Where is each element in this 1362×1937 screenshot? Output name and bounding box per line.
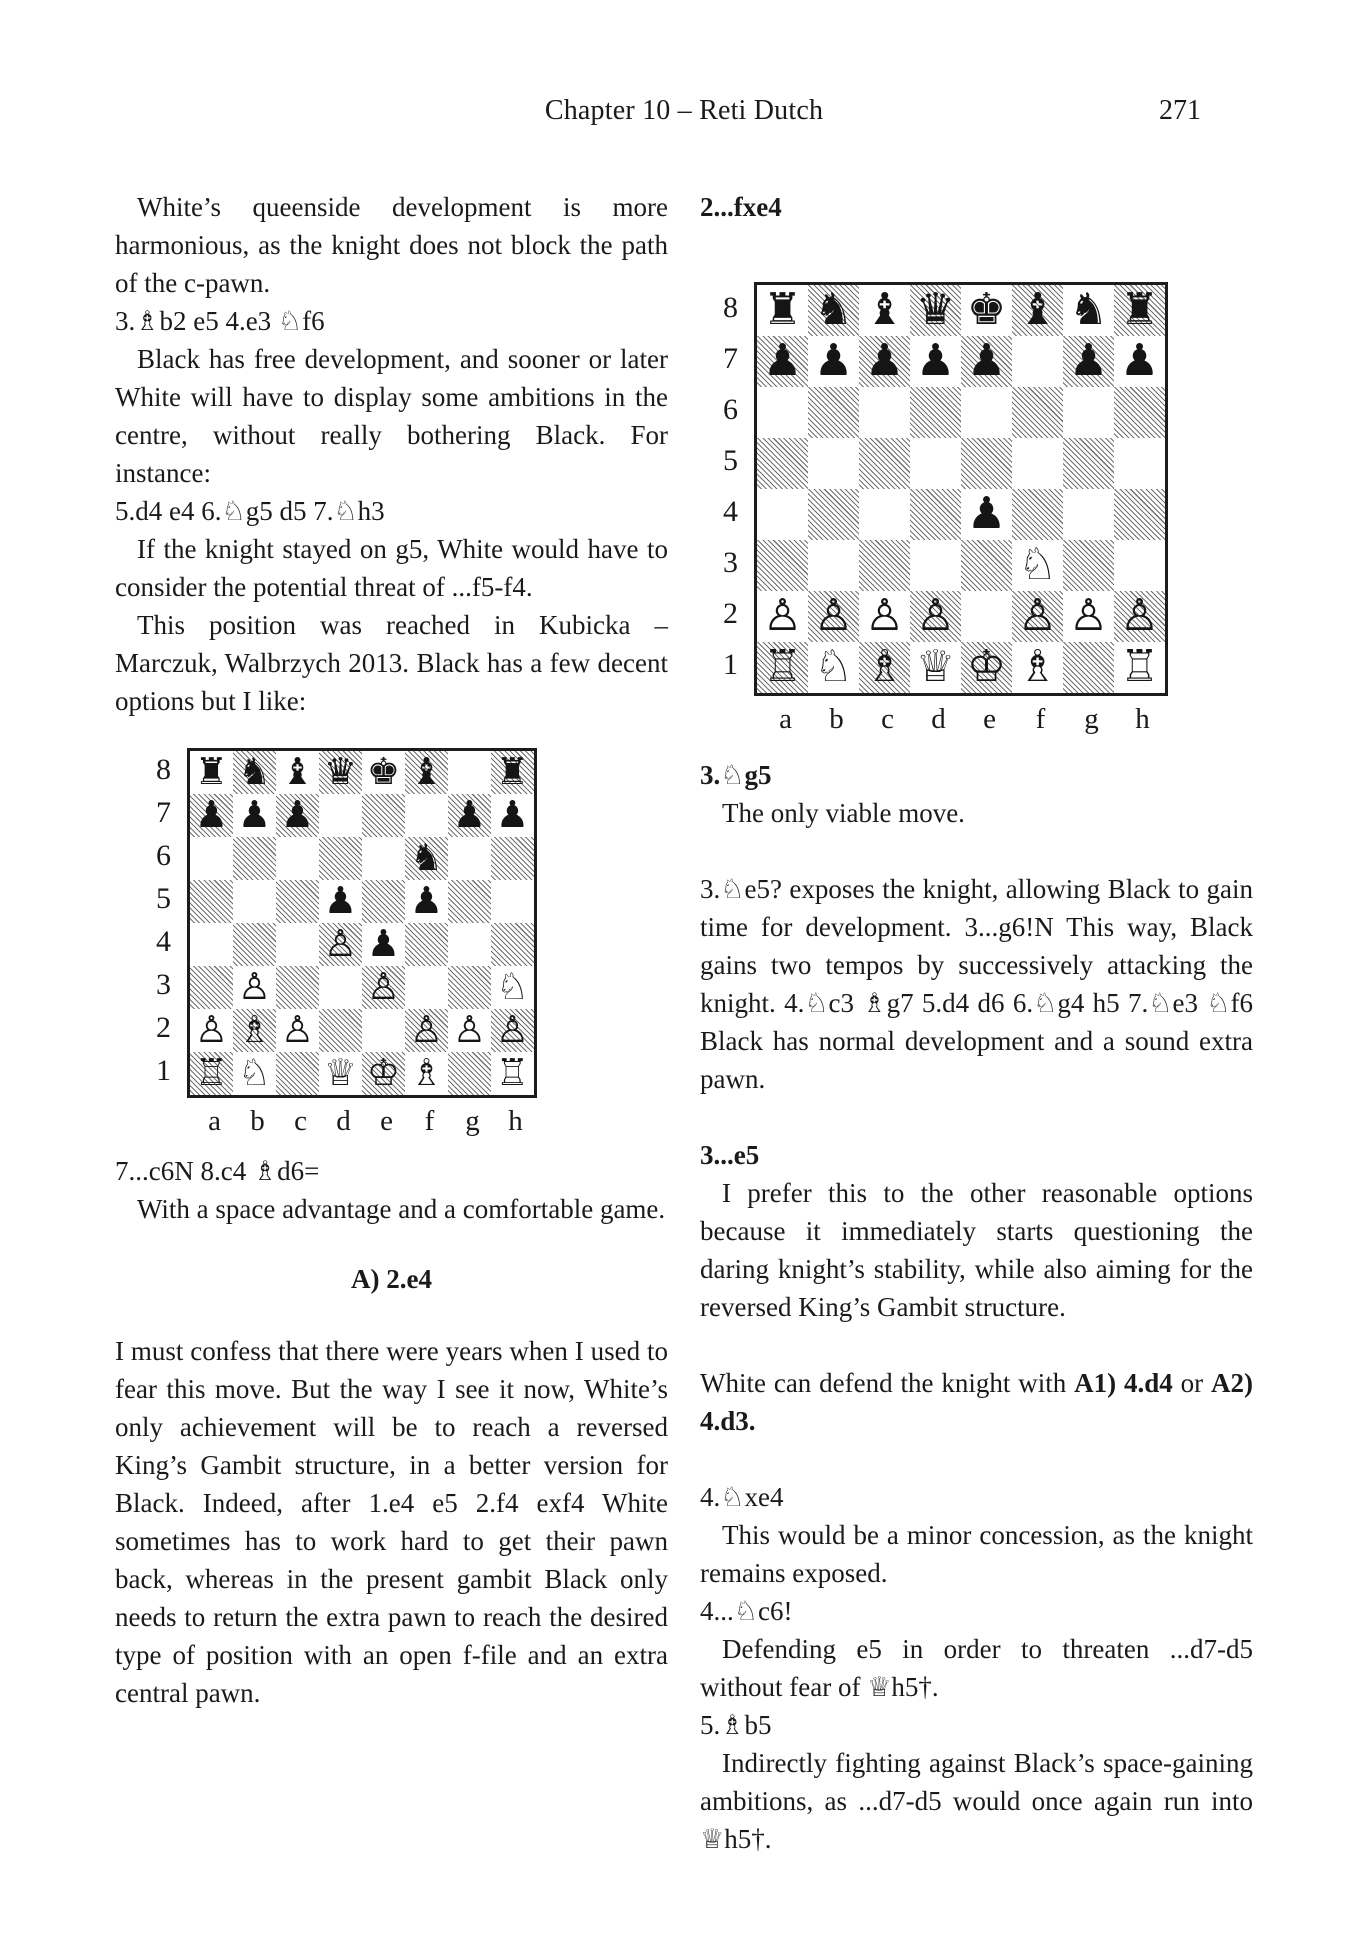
board-square (1063, 336, 1114, 387)
board-square (276, 923, 319, 966)
board-square (276, 1009, 319, 1052)
board-square (859, 285, 910, 336)
chess-piece: ♔ (366, 1051, 401, 1094)
board-and-ranks (710, 282, 1253, 696)
board-square (808, 591, 859, 642)
board-square (808, 336, 859, 387)
chess-piece: ♟ (194, 793, 229, 836)
rank-labels (143, 748, 187, 1092)
board-square (808, 642, 859, 693)
move-heading: 3.♘g5 (700, 760, 772, 790)
file-label: c (881, 703, 894, 735)
board-square (808, 540, 859, 591)
chess-piece: ♛ (323, 750, 358, 793)
board-square (757, 642, 808, 693)
board-square (405, 966, 448, 1009)
paragraph: With a space advantage and a comfortable game. (137, 1194, 666, 1224)
paragraph: 3.♘e5? exposes the knight, allowing Black to gain time for development. 3...g6!N This way, Black gains two tempos by successively attacking the knight. 4.♘c3 ♗g7 5.d4 d6 6.♘g4 h5 7.♘e3 ♘f6 Black has normal development and a sound extra pawn. (700, 874, 1253, 1094)
rank-label: 1 (156, 1054, 171, 1087)
board-square (233, 966, 276, 1009)
board-square (757, 336, 808, 387)
chess-piece: ♖ (762, 640, 803, 692)
chess-piece: ♟ (1068, 334, 1109, 386)
board-square (910, 336, 961, 387)
chess-piece: ♙ (194, 1008, 229, 1051)
board-square (961, 387, 1012, 438)
board-square (190, 1009, 233, 1052)
chess-piece: ♝ (280, 750, 315, 793)
paragraph: Black has free development, and sooner or later White will have to display some ambitions in the centre, without really bothering Black. For instance: (115, 344, 668, 488)
chess-diagram-right (710, 282, 1253, 736)
rank-label: 5 (156, 882, 171, 915)
chess-piece: ♙ (1017, 589, 1058, 641)
chess-piece: ♙ (1068, 589, 1109, 641)
board-square (448, 1052, 491, 1095)
paragraph: This would be a minor concession, as the knight remains exposed. (700, 1520, 1253, 1588)
board-square (276, 751, 319, 794)
file-label: d (336, 1105, 351, 1137)
board-grid (754, 282, 1168, 696)
board-and-ranks (143, 748, 668, 1098)
board-square (910, 642, 961, 693)
board-square (859, 438, 910, 489)
file-label: g (465, 1105, 480, 1137)
file-label: h (508, 1105, 523, 1137)
board-square (910, 438, 961, 489)
board-square (808, 285, 859, 336)
rank-label: 4 (723, 495, 738, 528)
board-square (448, 1009, 491, 1052)
board-square (1114, 489, 1165, 540)
board-square (859, 540, 910, 591)
board-square (859, 336, 910, 387)
chess-piece: ♝ (864, 283, 905, 335)
board-square (319, 794, 362, 837)
rank-label: 7 (723, 342, 738, 375)
board-square (910, 540, 961, 591)
left-column (115, 188, 668, 1712)
paragraph: White’s queenside development is more harmonious, as the knight does not block the path of the c-pawn. (115, 192, 668, 298)
paragraph: Defending e5 in order to threaten ...d7-d5 without fear of ♕h5†. (700, 1634, 1253, 1702)
board-square (1012, 591, 1063, 642)
board-square (405, 1052, 448, 1095)
file-label: b (829, 703, 844, 735)
chess-piece: ♟ (966, 487, 1007, 539)
board-square (1114, 591, 1165, 642)
board-square (757, 489, 808, 540)
board-square (190, 794, 233, 837)
board-square (276, 837, 319, 880)
board-square (233, 794, 276, 837)
chess-piece: ♙ (323, 922, 358, 965)
rank-labels (710, 282, 754, 690)
file-label: c (294, 1105, 307, 1137)
chess-piece: ♗ (237, 1008, 272, 1051)
chess-piece: ♟ (762, 334, 803, 386)
board-square (362, 1052, 405, 1095)
board-square (757, 285, 808, 336)
board-square (362, 923, 405, 966)
chess-piece: ♗ (864, 640, 905, 692)
chess-piece: ♚ (966, 283, 1007, 335)
chess-piece: ♟ (280, 793, 315, 836)
board-square (491, 880, 534, 923)
board-square (362, 880, 405, 923)
board-square (1063, 642, 1114, 693)
files-corner (710, 702, 760, 736)
board-square (910, 591, 961, 642)
board-square (362, 794, 405, 837)
board-square (405, 880, 448, 923)
chess-piece: ♖ (194, 1051, 229, 1094)
board-square (859, 489, 910, 540)
chess-piece: ♝ (409, 750, 444, 793)
chess-piece: ♟ (864, 334, 905, 386)
board-square (448, 794, 491, 837)
board-square (961, 540, 1012, 591)
board-square (491, 837, 534, 880)
files-corner (143, 1104, 193, 1138)
board-square (319, 751, 362, 794)
board-square (319, 923, 362, 966)
board-square (491, 966, 534, 1009)
board-square (190, 966, 233, 1009)
board-square (1012, 540, 1063, 591)
board-square (1114, 387, 1165, 438)
chess-piece: ♜ (194, 750, 229, 793)
rank-label: 4 (156, 925, 171, 958)
chess-piece: ♞ (409, 836, 444, 879)
board-square (491, 794, 534, 837)
chess-piece: ♙ (409, 1008, 444, 1051)
board-square (1063, 489, 1114, 540)
board-square (190, 837, 233, 880)
file-label: f (1035, 703, 1046, 735)
board-square (491, 923, 534, 966)
board-square (1114, 438, 1165, 489)
move-line: 5.♗b5 (700, 1710, 772, 1740)
file-label: f (424, 1105, 435, 1137)
paragraph: Indirectly fighting against Black’s space-gaining ambitions, as ...d7-d5 would once again run into ♕h5†. (700, 1748, 1253, 1854)
board-square (859, 591, 910, 642)
chess-piece: ♟ (366, 922, 401, 965)
chess-piece: ♟ (1119, 334, 1160, 386)
board-square (491, 1009, 534, 1052)
board-square (319, 880, 362, 923)
chess-piece: ♙ (237, 965, 272, 1008)
board-square (1063, 540, 1114, 591)
board-square (961, 336, 1012, 387)
board-square (233, 751, 276, 794)
rank-label: 2 (156, 1011, 171, 1044)
board-square (362, 1009, 405, 1052)
move-line: 7...c6N 8.c4 ♗d6= (115, 1156, 320, 1186)
paragraph: If the knight stayed on g5, White would have to consider the potential threat of ...f5-f4. (115, 534, 668, 602)
page-header (115, 95, 1253, 135)
board-square (808, 387, 859, 438)
file-labels (143, 1104, 668, 1138)
board-square (190, 1052, 233, 1095)
board-square (961, 489, 1012, 540)
board-square (961, 591, 1012, 642)
chess-piece: ♟ (813, 334, 854, 386)
chess-piece: ♙ (280, 1008, 315, 1051)
variation-label-a2: A2) 4.d3 (700, 1368, 1253, 1436)
board-square (491, 1052, 534, 1095)
chess-piece: ♟ (915, 334, 956, 386)
variation-label-a1: A1) 4.d4 (1074, 1368, 1173, 1398)
rank-label: 5 (723, 444, 738, 477)
rank-label: 8 (156, 753, 171, 786)
file-labels (710, 702, 1253, 736)
rank-label: 8 (723, 291, 738, 324)
board-square (757, 540, 808, 591)
board-square (319, 1009, 362, 1052)
board-square (859, 642, 910, 693)
chess-piece: ♗ (1017, 640, 1058, 692)
file-label: d (931, 703, 946, 735)
board-square (233, 837, 276, 880)
board-square (1114, 285, 1165, 336)
move-heading: 2...fxe4 (700, 192, 782, 222)
board-square (910, 489, 961, 540)
board-square (233, 1052, 276, 1095)
chess-piece: ♙ (452, 1008, 487, 1051)
board-square (190, 751, 233, 794)
chess-piece: ♙ (495, 1008, 530, 1051)
board-square (757, 438, 808, 489)
chess-piece: ♘ (813, 640, 854, 692)
board-square (405, 1009, 448, 1052)
board-square (448, 751, 491, 794)
board-square (910, 285, 961, 336)
board-square (1063, 591, 1114, 642)
chess-piece: ♕ (323, 1051, 358, 1094)
board-square (405, 794, 448, 837)
paragraph: The only viable move. (722, 798, 965, 828)
board-square (1012, 336, 1063, 387)
rank-label: 6 (723, 393, 738, 426)
chess-piece: ♜ (1119, 283, 1160, 335)
board-square (405, 837, 448, 880)
move-line: 4...♘c6! (700, 1596, 793, 1626)
file-label: e (380, 1105, 393, 1137)
rank-label: 3 (723, 546, 738, 579)
chess-piece: ♙ (915, 589, 956, 641)
file-label: b (250, 1105, 265, 1137)
rank-label: 2 (723, 597, 738, 630)
chess-piece: ♞ (237, 750, 272, 793)
chess-piece: ♜ (762, 283, 803, 335)
file-label: g (1084, 703, 1099, 735)
board-square (448, 966, 491, 1009)
board-square (190, 880, 233, 923)
chess-piece: ♟ (237, 793, 272, 836)
chess-piece: ♙ (813, 589, 854, 641)
text-run: or (1172, 1368, 1211, 1398)
board-square (319, 837, 362, 880)
section-heading: A) 2.e4 (351, 1264, 432, 1294)
paragraph: I prefer this to the other reasonable options because it immediately starts questioning the daring knight’s stability, while also aiming for the reversed King’s Gambit structure. (700, 1178, 1253, 1322)
chess-piece: ♙ (1119, 589, 1160, 641)
chess-piece: ♔ (966, 640, 1007, 692)
chess-piece: ♖ (495, 1051, 530, 1094)
chess-piece: ♞ (1068, 283, 1109, 335)
chess-piece: ♛ (915, 283, 956, 335)
chess-piece: ♕ (915, 640, 956, 692)
board-square (859, 387, 910, 438)
board-square (362, 966, 405, 1009)
chess-piece: ♟ (323, 879, 358, 922)
board-square (190, 923, 233, 966)
chess-piece: ♟ (966, 334, 1007, 386)
board-square (233, 1009, 276, 1052)
chess-piece: ♙ (366, 965, 401, 1008)
board-square (1012, 642, 1063, 693)
board-square (362, 751, 405, 794)
rank-label: 3 (156, 968, 171, 1001)
board-square (233, 923, 276, 966)
chess-piece: ♟ (452, 793, 487, 836)
board-square (1114, 336, 1165, 387)
rank-label: 1 (723, 648, 738, 681)
chess-piece: ♟ (409, 879, 444, 922)
board-square (405, 751, 448, 794)
board-square (319, 1052, 362, 1095)
chess-diagram-left (143, 748, 668, 1138)
board-square (1012, 285, 1063, 336)
board-square (910, 387, 961, 438)
chess-piece: ♙ (864, 589, 905, 641)
board-square (448, 923, 491, 966)
file-label: e (983, 703, 996, 735)
chess-piece: ♗ (409, 1051, 444, 1094)
chess-piece: ♞ (813, 283, 854, 335)
chess-piece: ♙ (762, 589, 803, 641)
board-square (1063, 387, 1114, 438)
board-square (448, 837, 491, 880)
text-run: White can defend the knight with (700, 1368, 1075, 1398)
chapter-title: Chapter 10 – Reti Dutch (544, 95, 824, 126)
paragraph (700, 1364, 1253, 1440)
chess-piece: ♖ (1119, 640, 1160, 692)
board-square (233, 880, 276, 923)
chess-piece: ♘ (495, 965, 530, 1008)
board-square (961, 285, 1012, 336)
chess-piece: ♟ (495, 793, 530, 836)
board-square (1063, 438, 1114, 489)
rank-label: 7 (156, 796, 171, 829)
board-square (1012, 489, 1063, 540)
chess-piece: ♘ (237, 1051, 272, 1094)
board-square (362, 837, 405, 880)
board-square (1114, 642, 1165, 693)
text-run: . (748, 1406, 756, 1436)
board-square (1012, 438, 1063, 489)
file-label: a (208, 1105, 221, 1137)
paragraph: This position was reached in Kubicka – Marczuk, Walbrzych 2013. Black has a few decent options but I like: (115, 610, 668, 716)
file-label: a (779, 703, 792, 735)
board-square (276, 880, 319, 923)
file-label: h (1135, 703, 1150, 735)
board-square (1063, 285, 1114, 336)
board-square (319, 966, 362, 1009)
board-square (757, 387, 808, 438)
board-grid (187, 748, 537, 1098)
board-square (961, 438, 1012, 489)
board-square (757, 591, 808, 642)
paragraph: I must confess that there were years when I used to fear this move. But the way I see it now, White’s only achievement will be to reach a reversed King’s Gambit structure, in a better version for Black. Indeed, after 1.e4 e5 2.f4 exf4 White sometimes has to work hard to get their pawn back, whereas in the present gambit Black only needs to return the extra pawn to reach the desired type of position with an open f-file and an extra central pawn. (115, 1336, 668, 1708)
chess-piece: ♝ (1017, 283, 1058, 335)
board-square (1114, 540, 1165, 591)
move-heading: 3...e5 (700, 1140, 760, 1170)
board-square (808, 438, 859, 489)
board-square (808, 489, 859, 540)
board-square (491, 751, 534, 794)
board-square (1012, 387, 1063, 438)
move-line: 4.♘xe4 (700, 1482, 784, 1512)
right-column (700, 188, 1253, 1858)
board-square (276, 794, 319, 837)
board-square (276, 1052, 319, 1095)
board-square (276, 966, 319, 1009)
rank-label: 6 (156, 839, 171, 872)
move-line: 5.d4 e4 6.♘g5 d5 7.♘h3 (115, 496, 385, 526)
move-line: 3.♗b2 e5 4.e3 ♘f6 (115, 306, 325, 336)
chess-piece: ♘ (1017, 538, 1058, 590)
board-square (405, 923, 448, 966)
board-square (448, 880, 491, 923)
chess-piece: ♚ (366, 750, 401, 793)
chess-piece: ♜ (495, 750, 530, 793)
page-number: 271 (1159, 95, 1201, 126)
board-square (961, 642, 1012, 693)
